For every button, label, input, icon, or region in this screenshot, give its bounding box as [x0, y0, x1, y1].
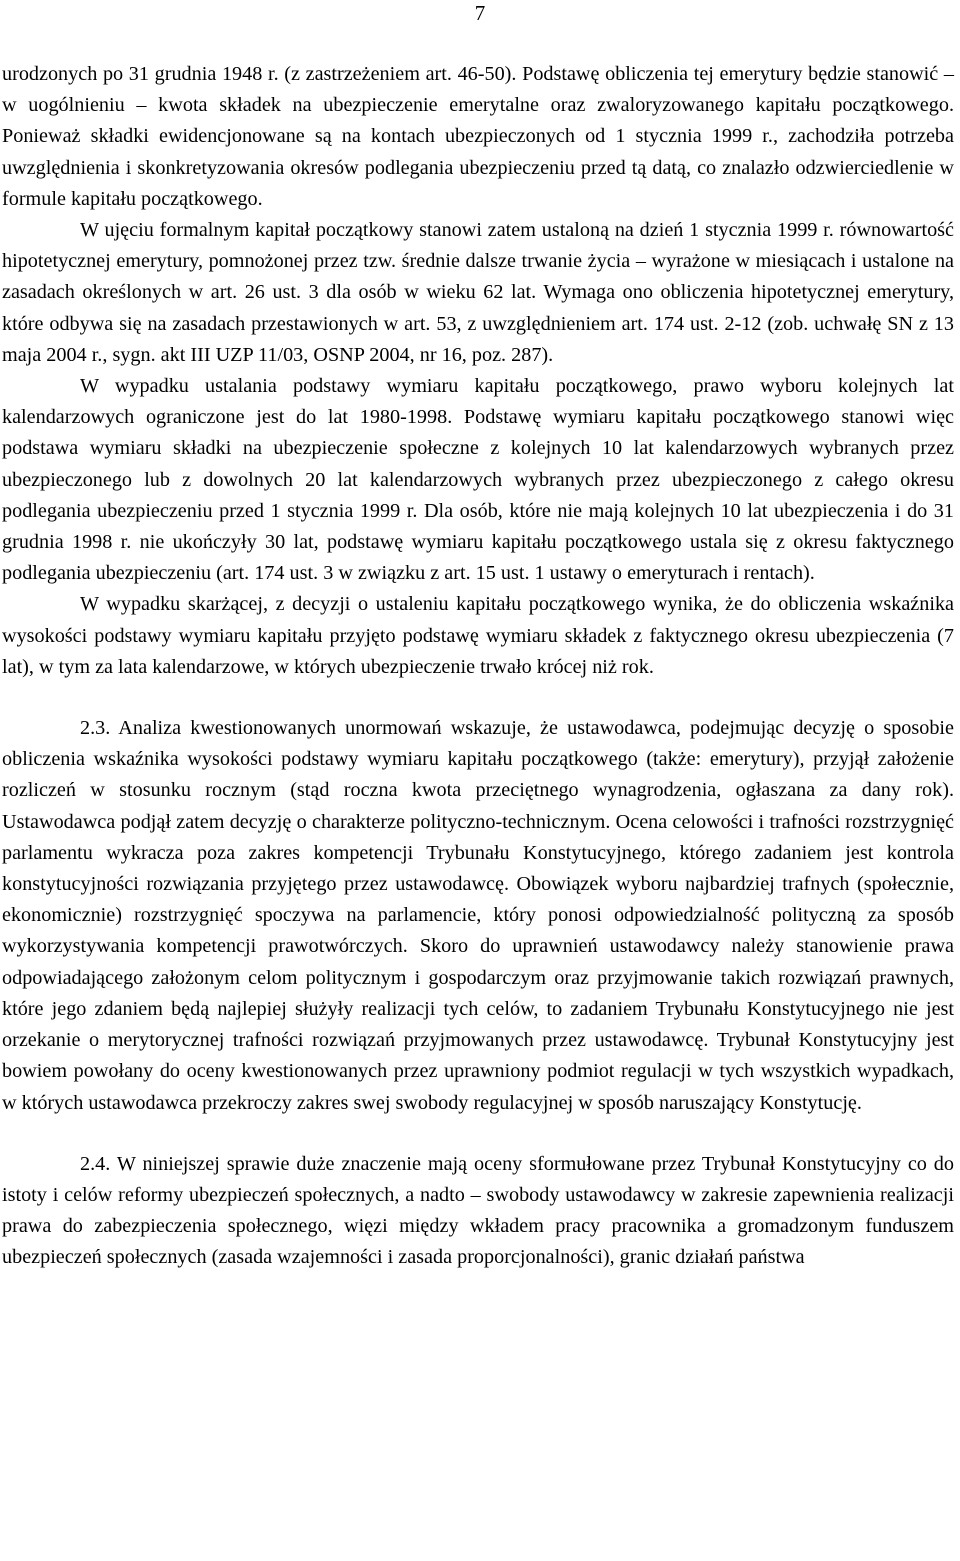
page-number: 7: [474, 1, 486, 25]
paragraph-section-2-4: 2.4. W niniejszej sprawie duże znaczenie mają oceny sformułowane przez Trybunał Konstytucyjny co do istoty i celów reformy ubezpieczeń społecznych, a nadto – swobody ustawodawcy w zakresie zapewnienia realizacji prawa do zabezpieczenia społecznego, więzi między wkładem pracy pracownika a gromadzonym funduszem ubezpieczeń społecznych (zasada wzajemności i zasada proporcjonalności), granic działań państwa: [2, 1152, 954, 1269]
paragraph-formal-capital: W ujęciu formalnym kapitał początkowy stanowi zatem ustaloną na dzień 1 stycznia 1999 r. równowartość hipotetycznej emerytury, pomnożonej przez tzw. średnie dalsze trwanie życia – wyrażone w miesiącach i ustalone na zasadach określonych w art. 26 ust. 3 dla osób w wieku 62 lat. Wymaga ono obliczenia hipotetycznej emerytury, które odbywa się na zasadach przestawionych w art. 53, z uwzględnieniem art. 174 ust. 2-12 (zob. uchwałę SN z 13 maja 2004 r., sygn. akt III UZP 11/03, OSNP 2004, nr 16, poz. 287).: [2, 219, 954, 366]
paragraph-intro: urodzonych po 31 grudnia 1948 r. (z zastrzeżeniem art. 46-50). Podstawę obliczenia tej emerytury będzie stanowić – w uogólnieniu – kwota składek na ubezpieczenie emerytalne oraz zwaloryzowanego kapitału początkowego. Ponieważ składki ewidencjonowane są na kontach ubezpieczonych od 1 stycznia 1999 r., zachodziła potrzeba uwzględnienia i skonkretyzowania okresów podlegania ubezpieczeniu przed tą datą, co znalazło odzwierciedlenie w formule kapitału początkowego.: [2, 63, 954, 210]
paragraph-complainant: W wypadku skarżącej, z decyzji o ustaleniu kapitału początkowego wynika, że do obliczenia wskaźnika wysokości podstawy wymiaru kapitału przyjęto podstawę wymiaru składek z faktycznego okresu ubezpieczenia (7 lat), w tym za lata kalendarzowe, w których ubezpieczenie trwało krócej niż rok.: [2, 593, 954, 678]
paragraph-section-2-3: 2.3. Analiza kwestionowanych unormowań wskazuje, że ustawodawca, podejmując decyzję o sposobie obliczenia wskaźnika wysokości podstawy wymiaru kapitału początkowego (także: emerytury), przyjął założenie rozliczeń w stosunku rocznym (stąd roczna kwota przeciętnego wynagrodzenia, ogłaszana za dany rok). Ustawodawca podjął zatem decyzję o charakterze polityczno-technicznym. Ocena celowości i trafności rozstrzygnięć parlamentu wykracza poza zakres kompetencji Trybunału Konstytucyjnego, którego zadaniem jest kontrola konstytucyjności rozwiązania przyjętego przez ustawodawcę. Obowiązek wyboru najbardziej trafnych (społecznie, ekonomicznie) rozstrzygnięć spoczywa na parlamencie, który ponosi odpowiedzialność polityczną za sposób wykorzystywania kompetencji prawotwórczych. Skoro do uprawnień ustawodawcy należy stanowienie prawa odpowiadającego założonym celom politycznym i gospodarczym oraz przyjmowanie takich rozwiązań prawnych, które jego zdaniem będą najlepiej służyły realizacji tych celów, to zadaniem Trybunału Konstytucyjnego nie jest orzekanie o merytorycznej trafności rozwiązań przyjmowanych przez ustawodawcę. Trybunał Konstytucyjny jest bowiem powołany do oceny kwestionowanych przez uprawniony podmiot regulacji w tych wszystkich wypadkach, w których ustawodawca przekroczy zakres swej swobody regulacyjnej w sposób naruszający Konstytucję.: [2, 717, 954, 1114]
body-text: [2, 59, 954, 1274]
paragraph-base-calculation: W wypadku ustalania podstawy wymiaru kapitału początkowego, prawo wyboru kolejnych lat kalendarzowych ograniczone jest do lat 1980-1998. Podstawę wymiaru kapitału początkowego stanowi więc podstawa wymiaru składki na ubezpieczenie społeczne z kolejnych 10 lat kalendarzowych wybranych przez ubezpieczonego lub z dowolnych 20 lat kalendarzowych wybranych przez ubezpieczonego z całego okresu podlegania ubezpieczeniu przed 1 stycznia 1999 r. Dla osób, które nie mają kolejnych 10 lat ubezpieczenia i do 31 grudnia 1998 r. nie ukończyły 30 lat, podstawę wymiaru kapitału początkowego ustala się z okresu faktycznego podlegania ubezpieczeniu (art. 174 ust. 3 w związku z art. 15 ust. 1 ustawy o emeryturach i rentach).: [2, 375, 954, 585]
